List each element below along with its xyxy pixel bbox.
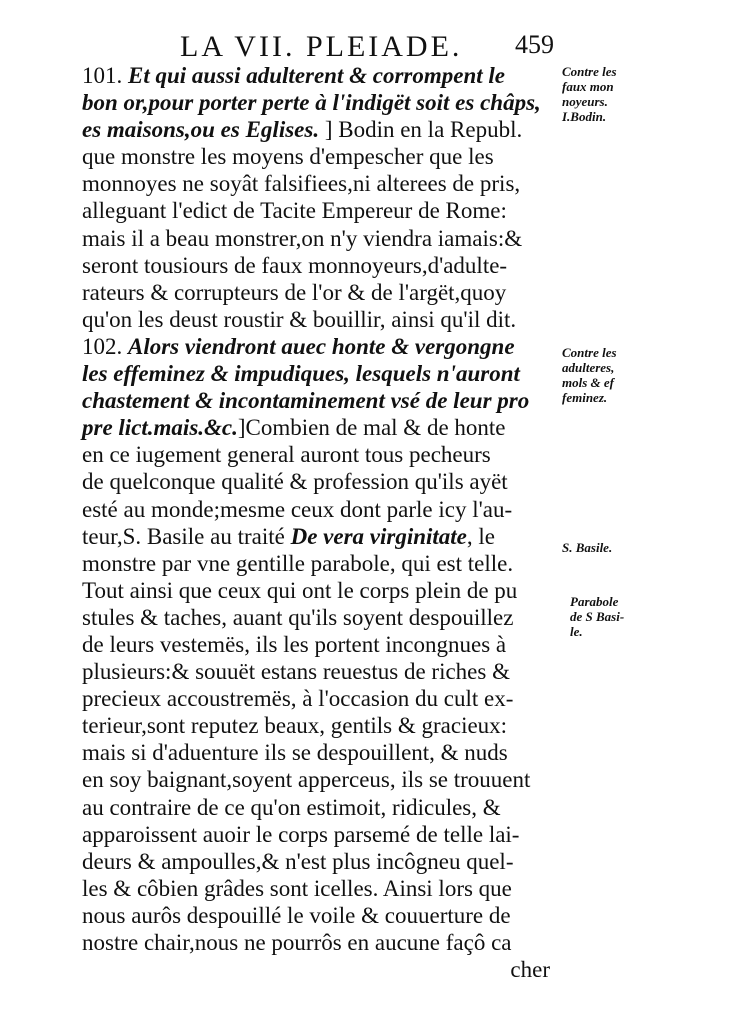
- margin-note-line: Contre les: [562, 345, 617, 360]
- margin-note-line: le.: [570, 624, 583, 639]
- margin-note-line: noyeurs.: [562, 94, 608, 109]
- text-line: en ce iugement general auront tous pecheurs: [82, 442, 491, 468]
- margin-note-contre-adulteres: [562, 345, 652, 405]
- text-line: deurs & ampoulles,& n'est plus incôgneu quel-: [82, 848, 514, 874]
- text-line: 101. Et qui aussi adulterent & corrompent le: [82, 63, 505, 88]
- text-line: nostre chair,nous ne pourrôs en aucune façô ca: [82, 930, 512, 955]
- text-line: es maisons,ou es Eglises. ] Bodin en la Republ.: [82, 117, 523, 143]
- text-line: monstre par vne gentille parabole, qui est telle.: [82, 550, 514, 576]
- text-line: mais il a beau monstrer,on n'y viendra iamais:&: [82, 225, 523, 251]
- text-line: monnoyes ne soyât falsifiees,ni alterees de pris,: [82, 171, 521, 197]
- text-line: bon or,pour porter perte à l'indigët soit es châps,: [82, 90, 541, 116]
- margin-note-parabole: [570, 594, 660, 639]
- text-line: au contraire de ce qu'on estimoit, ridicules, &: [82, 794, 501, 820]
- text-line: seront tousiours de faux monnoyeurs,d'adulte-: [82, 252, 508, 278]
- text-line: les & côbien grâdes sont icelles. Ainsi lors que: [82, 875, 512, 901]
- margin-note-contre-faux-monnoyeurs: [562, 64, 652, 124]
- text-line: rateurs & corrupteurs de l'or & de l'argët,quoy: [82, 279, 507, 305]
- text-line: esté au monde;mesme ceux dont parle icy l'au-: [82, 496, 513, 522]
- margin-note-line: mols & ef: [562, 375, 614, 390]
- text-line: stules & taches, auant qu'ils soyent despouillez: [82, 604, 514, 630]
- margin-note-basile: [562, 540, 652, 555]
- page-number: 459: [515, 30, 554, 59]
- text-line: les effeminez & impudiques, lesquels n'auront: [82, 361, 520, 387]
- margin-note-line: faux mon: [562, 79, 614, 94]
- text-line: en soy baignant,soyent apperceus, ils se trouuent: [82, 767, 531, 793]
- text-line: de quelconque qualité & profession qu'ils ayët: [82, 469, 508, 495]
- text-line: qu'on les deust roustir & bouillir, ainsi qu'il dit.: [82, 306, 517, 332]
- text-line: Tout ainsi que ceux qui ont le corps plein de pu: [82, 577, 518, 603]
- margin-note-line: feminez.: [562, 390, 608, 405]
- text-line: que monstre les moyens d'empescher que les: [82, 144, 494, 170]
- text-line: mais si d'aduenture ils se despouillent, & nuds: [82, 740, 508, 766]
- text-line: pre lict.mais.&c.]Combien de mal & de honte: [82, 415, 506, 441]
- text-line: apparoissent auoir le corps parsemé de telle lai-: [82, 821, 520, 847]
- text-line: de leurs vestemës, ils les portent incongnues à: [82, 631, 507, 657]
- text-line: alleguant l'edict de Tacite Empereur de Rome:: [82, 198, 507, 224]
- text-line: plusieurs:& souuët estans reuestus de riches &: [82, 659, 510, 685]
- margin-note-line: Parabole: [570, 594, 619, 609]
- text-line: chastement & incontaminement vsé de leur pro: [82, 388, 530, 414]
- margin-note-line: I.Bodin.: [562, 109, 607, 124]
- text-line: teur,S. Basile au traité De vera virginitate, le: [82, 523, 495, 549]
- text-line: nous aurôs despouillé le voile & couuerture de: [82, 902, 511, 928]
- body-text: [82, 62, 562, 983]
- catchword: cher: [510, 957, 550, 983]
- margin-note-line: de S Basi-: [570, 609, 625, 624]
- margin-note-line: adulteres,: [562, 360, 615, 375]
- text-line: precieux accoustremës, à l'occasion du cult ex-: [82, 686, 514, 712]
- text-line: 102. Alors viendront auec honte & vergongne: [82, 333, 515, 359]
- margin-note-line: S. Basile.: [562, 540, 613, 555]
- margin-note-line: Contre les: [562, 64, 617, 79]
- text-line: terieur,sont reputez beaux, gentils & gracieux:: [82, 713, 508, 739]
- running-title: LA VII. PLEIADE.: [180, 30, 463, 63]
